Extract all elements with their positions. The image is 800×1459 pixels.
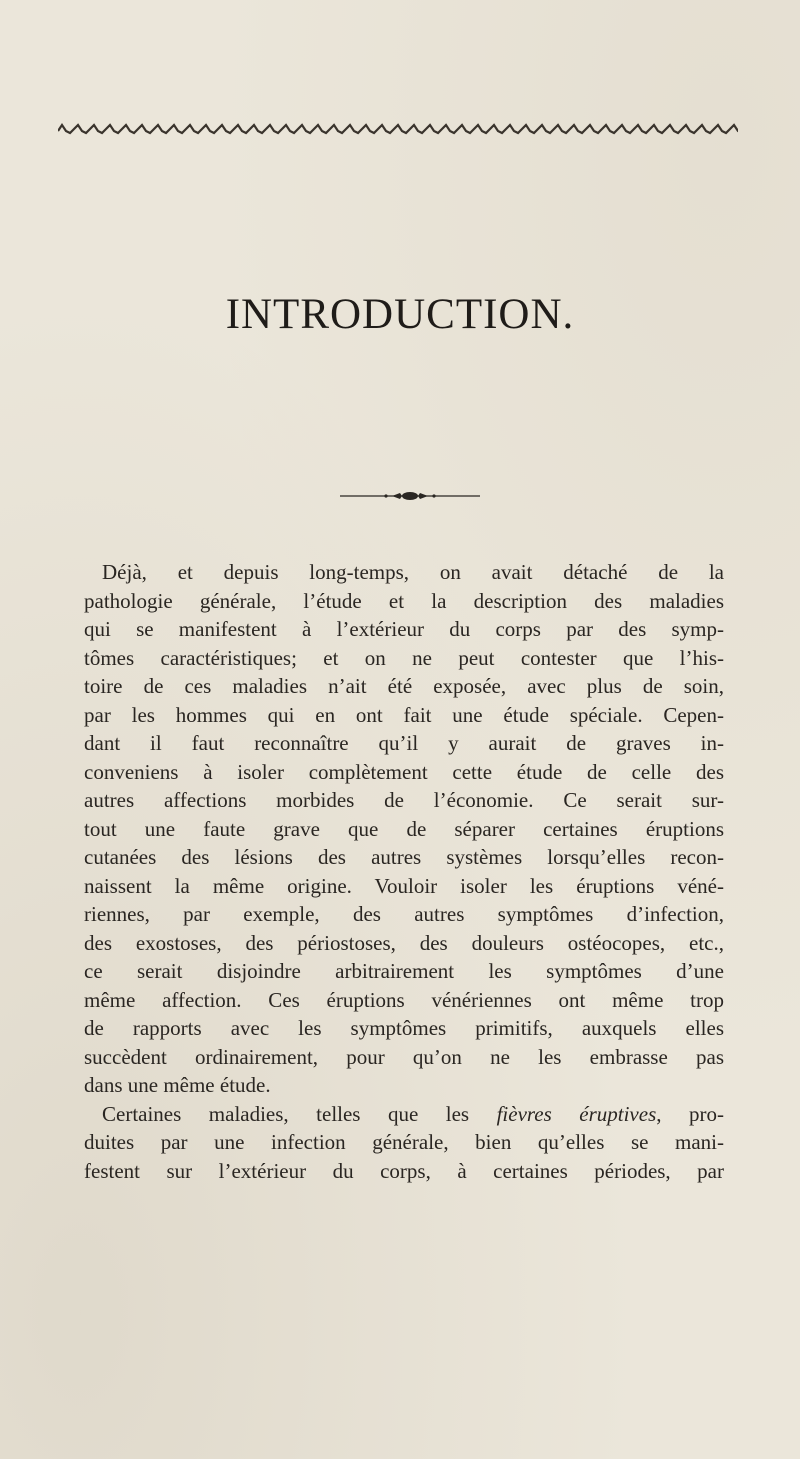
text-run: , pro-: [656, 1101, 724, 1126]
text-line: conveniens à isoler complètement cette étude de celle des: [84, 759, 724, 784]
text-line: riennes, par exemple, des autres symptômes d’infection,: [84, 902, 724, 926]
text-line: qui se manifestent à l’extérieur du corps par des symp-: [84, 617, 724, 641]
text-line: autres affections morbides de l’économie. Ce serait sur-: [84, 788, 724, 812]
italic-term: fièvres éruptives: [496, 1101, 657, 1126]
text-line: pathologie générale, l’étude et la description des maladies: [84, 588, 724, 613]
page-title: INTRODUCTION.: [225, 291, 575, 338]
text-line: tômes caractéristiques; et on ne peut contester que l’his-: [84, 645, 724, 670]
text-line: ce serait disjoindre arbitrairement les symptômes d’une: [84, 959, 724, 983]
paragraph-2: [84, 1100, 724, 1186]
text-line: tout une faute grave que de séparer certaines éruptions: [84, 816, 724, 841]
text-line: de rapports avec les symptômes primitifs, auxquels elles: [84, 1016, 724, 1040]
text-line: dant il faut reconnaître qu’il y aurait de graves in-: [84, 731, 724, 755]
text-line: Déjà, et depuis long-temps, on avait détaché de la: [102, 560, 724, 584]
text-run: Certaines maladies, telles que les: [102, 1101, 497, 1126]
ornamental-divider: [340, 490, 480, 502]
body-text: [84, 558, 724, 1185]
paragraph-1: [84, 558, 724, 1100]
text-line: naissent la même origine. Vouloir isoler les éruptions véné-: [84, 873, 724, 898]
text-line: des exostoses, des périostoses, des douleurs ostéocopes, etc.,: [84, 930, 724, 955]
top-ornamental-rule: [58, 118, 738, 140]
ornament-zigzag: [58, 125, 738, 133]
text-line: dans une même étude.: [84, 1073, 271, 1097]
text-line: par les hommes qui en ont fait une étude spéciale. Cepen-: [84, 702, 724, 727]
text-line: [84, 1100, 724, 1129]
text-line: même affection. Ces éruptions vénériennes ont même trop: [84, 987, 724, 1012]
text-line: toire de ces maladies n’ait été exposée, avec plus de soin,: [84, 674, 724, 698]
text-line: festent sur l’extérieur du corps, à certaines périodes, par: [84, 1158, 724, 1183]
text-line: succèdent ordinairement, pour qu’on ne les embrasse pas: [84, 1044, 724, 1069]
text-line: cutanées des lésions des autres systèmes lorsqu’elles recon-: [84, 845, 724, 869]
text-line: duites par une infection générale, bien qu’elles se mani-: [84, 1130, 724, 1154]
